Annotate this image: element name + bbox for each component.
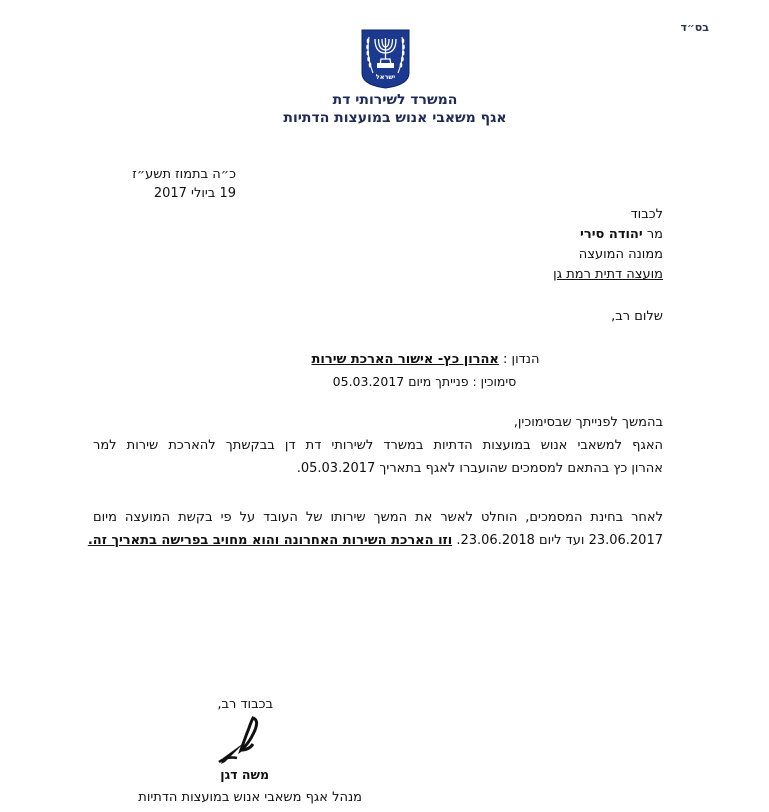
recipient-role: ממונה המועצה [578, 247, 663, 262]
body-p2-line-2 [87, 529, 663, 552]
reference-text: פנייתך מיום 05.03.2017 [332, 374, 469, 389]
handwritten-signature-icon [215, 716, 265, 766]
greeting: שלום רב, [611, 309, 663, 324]
body-p1-line-1: בהמשך לפנייתך שבסימוכין, [513, 415, 663, 430]
subject-label: הנדון : [503, 352, 540, 367]
body-p1-line-3: אהרון כץ בהתאם למסמכים שהועברו לאגף בתאריך 05.03.2017. [296, 461, 663, 476]
subject-line [0, 352, 769, 367]
signatory-title: מנהל אגף משאבי אנוש במועצות הדתיות [138, 790, 362, 805]
recipient-title-prefix: מר [646, 227, 663, 242]
bsd-header: בס״ד [680, 21, 709, 34]
body-p1-line-2: האגף למשאבי אנוש במועצות הדתיות במשרד לשירותי דת דן בבקשתך להארכת שירות למר [93, 438, 663, 453]
service-dates: 23.06.2017 ועד ליום 23.06.2018. [456, 533, 663, 548]
signatory-name: משה דגן [220, 767, 269, 782]
closing-salutation: בכבוד רב, [217, 697, 273, 712]
body-p2-line-1: לאחר בחינת המסמכים, הוחלט לאשר את המשך שירותו של העובד על פי בקשת המועצה מיום [93, 510, 663, 525]
reference-label: סימוכין : [472, 374, 517, 389]
gregorian-date: 19 ביולי 2017 [153, 186, 236, 201]
hebrew-date: כ״ה בתמוז תשע״ז [132, 167, 236, 182]
final-extension-notice: וזו הארכת השירות האחרונה והוא מחויב בפרישה בתאריך זה. [87, 533, 453, 548]
recipient-name-line [553, 225, 663, 245]
body-paragraph-2 [87, 506, 663, 552]
ministry-name: המשרד לשירותי דת [332, 92, 458, 108]
subject-text: אהרון כץ- אישור הארכת שירות [311, 352, 499, 367]
state-emblem-icon [361, 29, 410, 89]
recipient-salutation: לכבוד [630, 207, 663, 222]
reference-line [0, 374, 769, 389]
recipient-name: יהודה סירי [580, 227, 643, 242]
recipient-organization: מועצה דתית רמת גן [553, 267, 663, 282]
department-name: אגף משאבי אנוש במועצות הדתיות [283, 110, 507, 126]
body-paragraph-1 [93, 411, 663, 480]
recipient-block [553, 205, 663, 285]
emblem-caption: ישראל [375, 73, 396, 81]
